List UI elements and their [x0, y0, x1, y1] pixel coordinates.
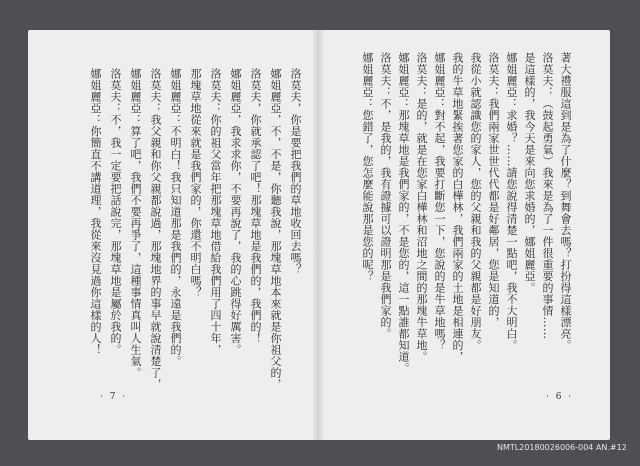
- right_page-text-column: 洛莫夫：不，是我的，我有證據可以證明那是我們家的。: [379, 52, 392, 340]
- left_page-text-column: 娜姐麗亞，我求求你，不要再說了，我的心跳得好厲害。: [229, 68, 242, 356]
- left_page-text-column: 洛莫夫，你就承認了吧！那塊草地是我們的，我們的！: [249, 68, 262, 344]
- right_page-text-column: 洛莫夫：（鼓起勇氣）我來是為了一件很重要的事情……: [541, 52, 554, 340]
- right-page: [318, 30, 610, 440]
- left_page-text-column: 娜姐麗亞：不明白！我只知道那是我們的，永遠是我們的。: [169, 68, 182, 367]
- left_page-text-column: 娜姐麗亞：算了吧，我們不要再爭了，這種事情真叫人生氣。: [129, 68, 142, 379]
- right_page-text-column: 洛莫夫：我們兩家世世代代都是好鄰居，您是知道的，: [487, 52, 500, 328]
- left_page-text-column: 洛莫夫，你是要把我們的草地收回去嗎？: [289, 68, 302, 275]
- left-page-number: · 7 ·: [100, 392, 128, 402]
- right_page-text-column: 娜姐麗亞：您錯了，您怎麼能說那是您的呢？: [361, 52, 374, 282]
- left_page-text-column: 洛莫夫：我父親和你父親都說過，那塊地界的事早就說清楚了，: [149, 68, 162, 390]
- right_page-text-column: 洛莫夫：是的，就是在您家白樺林和沼地之間的那塊牛草地。: [415, 52, 428, 363]
- page-gutter: [312, 30, 324, 440]
- left_page-text-column: 那塊草地從來就是我們家的，你還不明白嗎？: [189, 68, 202, 298]
- left_page-text-column: 洛莫夫：你的祖父當年把那塊草地借給我們用了四十年，: [209, 68, 222, 356]
- right_page-text-column: 我的牛草地緊挨著您家的白樺林，我們兩家的土地是相連的，: [451, 52, 464, 363]
- left_page-text-column: 洛莫夫：不，我一定要把話說完，那塊草地是屬於我的。: [109, 68, 122, 356]
- right_page-text-column: 娜姐麗亞：求婚？……請您說得清楚一點吧，我不大明白。: [505, 52, 518, 351]
- right_page-text-column: 娜姐麗亞：對不起，我要打斷您一下，您說的是牛草地嗎？: [433, 52, 446, 351]
- right-page-number: · 6 ·: [546, 392, 574, 402]
- right_page-text-column: 著大禮服這到是為了什麼？到舞會去嗎？打扮得這樣漂亮。: [559, 52, 572, 351]
- right_page-text-column: 娜姐麗亞：那塊草地是我們家的，不是您的，這一點誰都知道。: [397, 52, 410, 374]
- left_page-text-column: 娜姐麗亞：你簡直不講道理，我從來沒見過你這樣的人！: [89, 68, 102, 356]
- right_page-text-column: 我從小就認識您的家人，您的父親和我的父親都是好朋友。: [469, 52, 482, 351]
- left-page: [28, 30, 318, 440]
- archive-stamp: NMTL20180026006-004 AN.#12: [497, 443, 627, 452]
- right_page-text-column: 是這樣的，我今天是來向您求婚的，娜姐麗亞。: [523, 52, 536, 294]
- left_page-text-column: 娜姐麗亞，不，不是，你聽我說，那塊草地本來就是你祖父的，: [269, 68, 282, 390]
